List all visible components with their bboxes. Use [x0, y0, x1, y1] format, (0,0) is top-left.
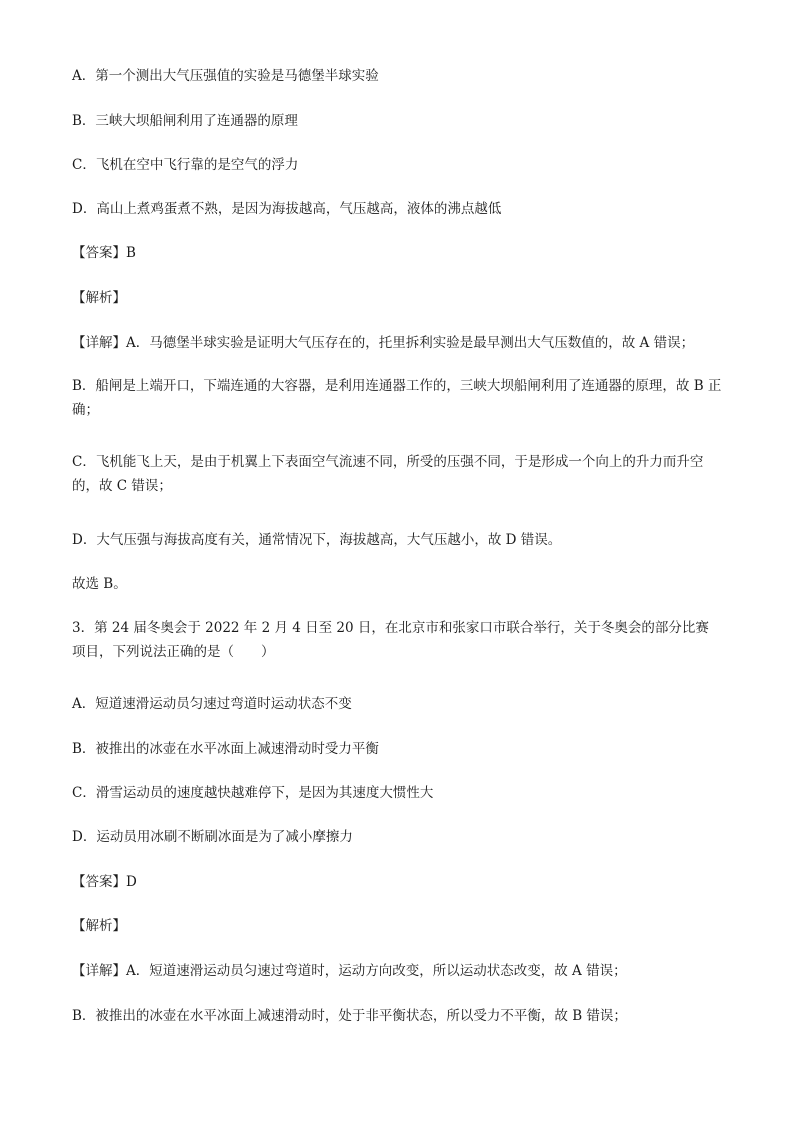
q2-option-b: B．三峡大坝船闸利用了连通器的原理 — [72, 113, 298, 129]
q2-answer: 【答案】B — [72, 245, 136, 261]
q2-detail-c: C．飞机能飞上天，是由于机翼上下表面空气流速不同，所受的压强不同，于是形成一个向上的升力而升空的，故 C 错误； — [72, 454, 704, 494]
q2-conclusion: 故选 B。 — [72, 576, 127, 592]
q3-option-c: C．滑雪运动员的速度越快越难停下，是因为其速度大惯性大 — [72, 785, 434, 801]
q3-option-a: A．短道速滑运动员匀速过弯道时运动状态不变 — [72, 696, 352, 712]
q3-option-b: B．被推出的冰壶在水平冰面上减速滑动时受力平衡 — [72, 741, 379, 757]
q3-detail-a: 【详解】A．短道速滑运动员匀速过弯道时，运动方向改变，所以运动状态改变，故 A 错误； — [72, 963, 627, 979]
q3-detail-b: B．被推出的冰壶在水平冰面上减速滑动时，处于非平衡状态，所以受力不平衡，故 B 错误； — [72, 1008, 627, 1024]
q3-option-d: D．运动员用冰刷不断刷冰面是为了减小摩擦力 — [72, 829, 353, 845]
q2-option-d: D．高山上煮鸡蛋煮不熟，是因为海拔越高，气压越高，液体的沸点越低 — [72, 201, 502, 217]
q2-detail-b: B．船闸是上端开口，下端连通的大容器，是利用连通器工作的，三峡大坝船闸利用了连通器的原理，故 B 正确； — [72, 378, 722, 418]
q3-answer: 【答案】D — [72, 874, 137, 890]
q2-analysis-label: 【解析】 — [72, 290, 126, 306]
q2-option-a: A．第一个测出大气压强值的实验是马德堡半球实验 — [72, 68, 379, 84]
q2-option-c: C．飞机在空中飞行靠的是空气的浮力 — [72, 157, 299, 173]
q2-detail-d: D．大气压强与海拔高度有关，通常情况下，海拔越高，大气压越小，故 D 错误。 — [72, 532, 562, 548]
q2-detail-a: 【详解】A．马德堡半球实验是证明大气压存在的，托里拆利实验是最早测出大气压数值的，故 A 错误； — [72, 335, 695, 351]
q3-analysis-label: 【解析】 — [72, 918, 126, 934]
q3-stem: 3．第 24 届冬奥会于 2022 年 2 月 4 日至 20 日，在北京市和张家口市联合举行，关于冬奥会的部分比赛项目，下列说法正确的是（ ） — [72, 620, 709, 660]
